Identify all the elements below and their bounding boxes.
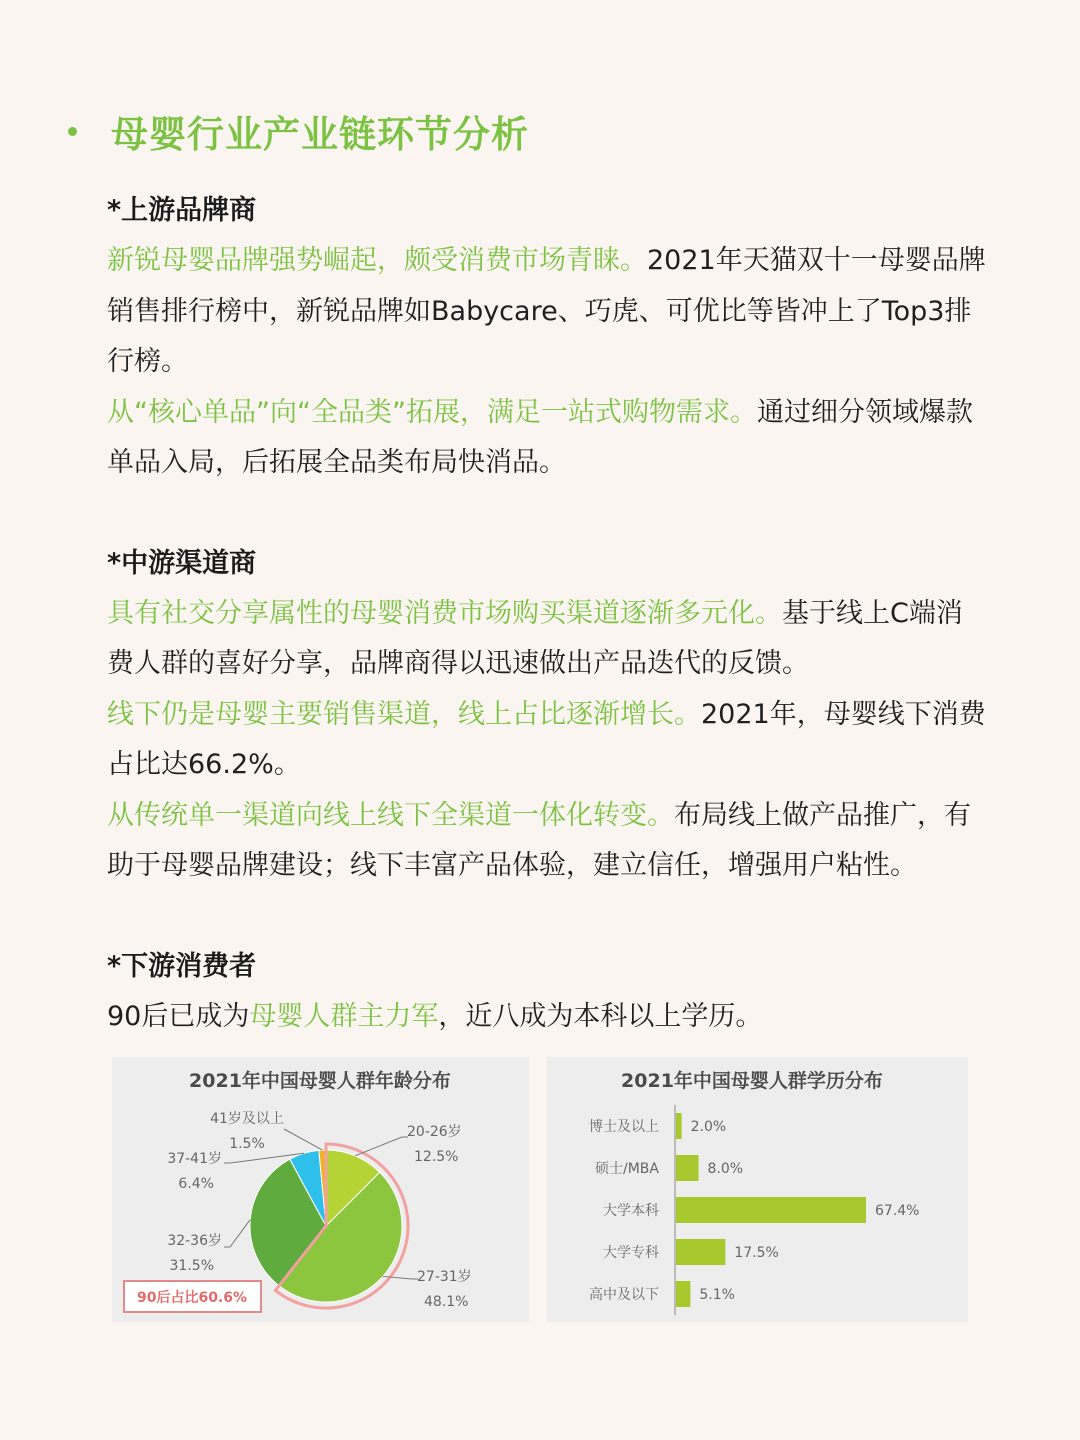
bar xyxy=(676,1113,682,1139)
midstream-paragraph-1 xyxy=(107,589,987,690)
category-label: 37-41岁 xyxy=(167,1151,222,1167)
body-text: ，近八成为本科以上学历。 xyxy=(438,1000,763,1032)
leader-line xyxy=(284,1129,322,1150)
bar xyxy=(676,1239,725,1265)
value-label: 12.5% xyxy=(414,1149,459,1165)
category-label: 20-26岁 xyxy=(407,1124,462,1140)
bar xyxy=(676,1155,699,1181)
value-label: 31.5% xyxy=(169,1258,214,1274)
chart-title: 2021年中国母婴人群年龄分布 xyxy=(189,1070,451,1092)
highlight-text: 线下仍是母婴主要销售渠道，线上占比逐渐增长。 xyxy=(107,698,701,730)
section-heading-midstream: *中游渠道商 xyxy=(107,547,257,579)
bar xyxy=(676,1281,690,1307)
category-label: 高中及以下 xyxy=(589,1287,659,1303)
body-text: 通过细分领域爆款单品入局，后拓展全品类布局快消品。 xyxy=(107,396,973,478)
body-text: 基于线上C端消费人群的喜好分享，品牌商得以迅速做出产品迭代的反馈。 xyxy=(107,597,963,679)
category-label: 27-31岁 xyxy=(417,1269,472,1285)
highlight-text: 新锐母婴品牌强势崛起，颇受消费市场青睐。 xyxy=(107,245,647,276)
value-label: 48.1% xyxy=(424,1294,469,1310)
education-chart-panel xyxy=(547,1057,968,1322)
category-label: 41岁及以上 xyxy=(210,1111,284,1127)
page-title: 母婴行业产业链环节分析 xyxy=(111,113,529,156)
body-text: 布局线上做产品推广，有助于母婴品牌建设；线下丰富产品体验，建立信任，增强用户粘性。 xyxy=(107,799,971,881)
highlight-text: 从“核心单品”向“全品类”拓展，满足一站式购物需求。 xyxy=(107,396,757,428)
charts-area xyxy=(112,1057,968,1322)
age-chart-panel xyxy=(112,1057,529,1322)
body-text: 90后已成为 xyxy=(107,1000,250,1032)
category-label: 大学本科 xyxy=(603,1203,659,1219)
upstream-paragraph-1 xyxy=(107,236,987,388)
category-label: 32-36岁 xyxy=(167,1233,222,1249)
age-pie-chart xyxy=(112,1057,529,1322)
upstream-paragraph-2 xyxy=(107,388,987,489)
midstream-paragraph-3 xyxy=(107,791,987,892)
highlight-text: 具有社交分享属性的母婴消费市场购买渠道逐渐多元化。 xyxy=(107,597,782,629)
category-label: 博士及以上 xyxy=(589,1119,659,1135)
body-text: 2021年，母婴线下消费占比达66.2%。 xyxy=(107,698,986,780)
education-bar-chart xyxy=(547,1057,968,1322)
highlight-text: 母婴人群主力军 xyxy=(249,1000,439,1032)
value-label: 2.0% xyxy=(690,1119,727,1135)
article-body xyxy=(107,186,987,1042)
chart-title: 2021年中国母婴人群学历分布 xyxy=(621,1070,883,1092)
value-label: 17.5% xyxy=(734,1245,779,1261)
section-heading-downstream: *下游消费者 xyxy=(107,950,257,982)
value-label: 67.4% xyxy=(875,1203,920,1219)
leader-line xyxy=(355,1137,408,1156)
category-label: 硕士/MBA xyxy=(595,1161,659,1177)
value-label: 8.0% xyxy=(707,1161,744,1177)
annotation-text: 90后占比60.6% xyxy=(136,1290,248,1306)
highlight-text: 从传统单一渠道向线上线下全渠道一体化转变。 xyxy=(107,799,674,831)
bar xyxy=(676,1197,866,1223)
leader-line xyxy=(224,1220,250,1247)
downstream-paragraph-1 xyxy=(107,992,987,1043)
value-label: 6.4% xyxy=(178,1176,214,1192)
value-label: 5.1% xyxy=(699,1287,735,1303)
page-title-row xyxy=(68,104,529,158)
category-label: 大学专科 xyxy=(603,1245,659,1261)
section-heading-upstream: *上游品牌商 xyxy=(107,195,257,226)
value-label: 1.5% xyxy=(229,1136,265,1152)
bullet-dot xyxy=(68,127,77,136)
midstream-paragraph-2 xyxy=(107,690,987,791)
body-text: 2021年天猫双十一母婴品牌销售排行榜中，新锐品牌如Babycare、巧虎、可优比等皆冲上了Top3排行榜。 xyxy=(107,245,986,377)
